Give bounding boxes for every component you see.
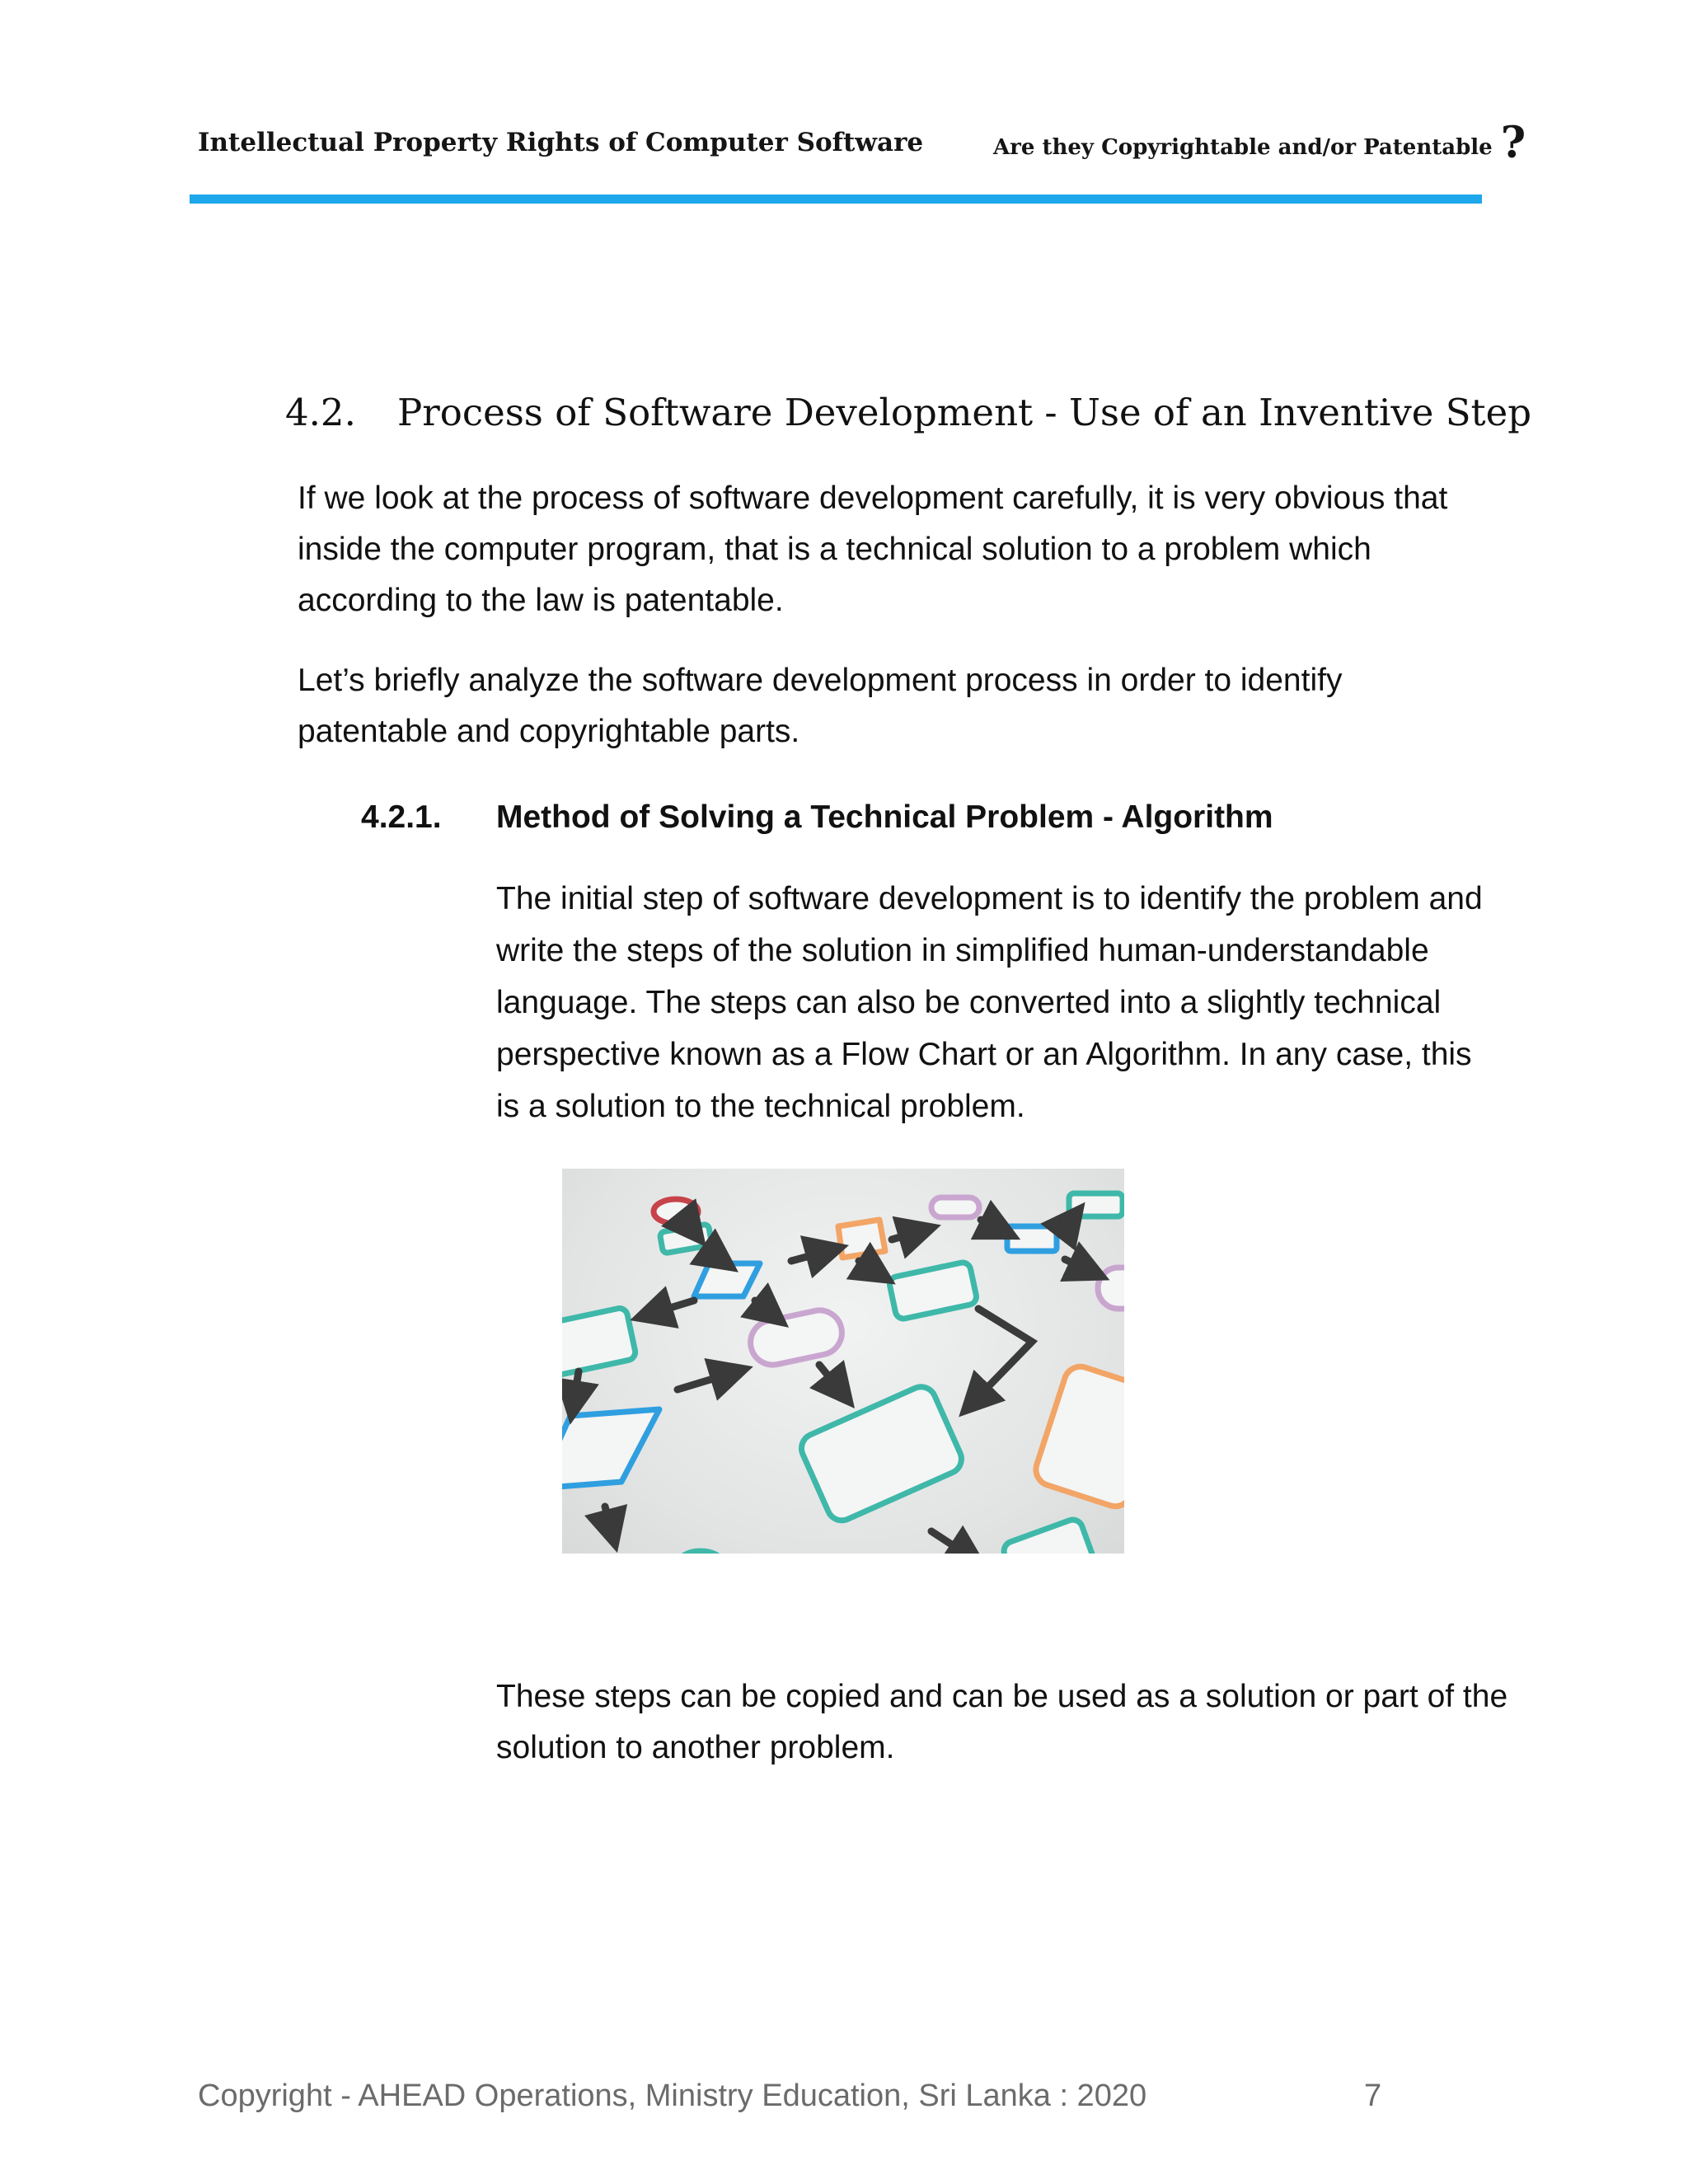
process-node-shape bbox=[797, 1382, 966, 1525]
flow-arrow bbox=[651, 1301, 694, 1314]
after-figure-paragraph: These steps can be copied and can be used as a solution or part of the solution to another problem. bbox=[496, 1679, 1508, 1765]
io-node-shape bbox=[562, 1409, 659, 1488]
flow-arrow bbox=[974, 1309, 1032, 1401]
footer-copyright: Copyright - AHEAD Operations, Ministry Education, Sri Lanka : 2020 bbox=[198, 2079, 1147, 2113]
io-node-shape bbox=[838, 1220, 885, 1258]
process-node-shape bbox=[1007, 1226, 1057, 1251]
flowchart-illustration bbox=[562, 1169, 1124, 1554]
header-divider bbox=[190, 194, 1482, 204]
flow-arrow bbox=[709, 1251, 720, 1259]
decision-node-shape bbox=[694, 1263, 760, 1296]
subsection-title: Method of Solving a Technical Problem - Algorithm bbox=[496, 799, 1273, 835]
flow-arrow bbox=[819, 1365, 841, 1391]
flow-arrow bbox=[981, 1220, 1001, 1230]
flow-arrow bbox=[1065, 1259, 1090, 1271]
terminal-node-shape bbox=[747, 1306, 846, 1369]
header-title: Intellectual Property Rights of Computer Software bbox=[198, 128, 924, 157]
flow-arrow bbox=[574, 1371, 579, 1403]
flow-arrow bbox=[892, 1231, 920, 1240]
flow-arrow bbox=[686, 1221, 692, 1230]
header-subtitle bbox=[993, 118, 1526, 168]
page-number: 7 bbox=[1364, 2079, 1382, 2113]
section-paragraph-2: Let’s briefly analyze the software development process in order to identify patentable and copyrightable parts. bbox=[298, 663, 1343, 749]
section-number: 4.2. bbox=[285, 391, 356, 434]
process-node-shape bbox=[659, 1224, 712, 1254]
flow-arrow bbox=[791, 1251, 828, 1261]
process-node-shape bbox=[889, 1261, 978, 1320]
flow-arrow bbox=[755, 1301, 771, 1314]
header-subtitle-text: Are they Copyrightable and/or Patentable bbox=[993, 135, 1493, 160]
terminal-node-shape bbox=[931, 1197, 979, 1217]
flow-arrow bbox=[931, 1531, 969, 1554]
question-mark: ? bbox=[1500, 118, 1526, 168]
process-node-shape bbox=[679, 1551, 722, 1554]
flow-arrow bbox=[605, 1507, 612, 1531]
subsection-paragraph: The initial step of software development is to identify the problem and write the steps of the solution in simplified human-understandable language. The steps can also be converted into a slightly technical perspective known as a Flow Chart or an Algorithm. In any case, this is a solution to the technical problem. bbox=[496, 881, 1483, 1124]
process-node-shape bbox=[1032, 1362, 1124, 1511]
flow-arrow bbox=[1060, 1220, 1071, 1235]
flow-arrow bbox=[678, 1373, 732, 1390]
section-paragraph-1: If we look at the process of software development carefully, it is very obvious that inside the computer program, that is a technical solution to a problem which according to the law is patentable. bbox=[298, 480, 1448, 618]
subsection-number: 4.2.1. bbox=[361, 799, 442, 835]
flow-arrow bbox=[859, 1261, 877, 1272]
start-node-shape bbox=[654, 1199, 698, 1224]
process-node-shape bbox=[562, 1307, 636, 1376]
process-node-shape bbox=[1069, 1193, 1123, 1216]
section-title: Process of Software Development - Use of an Inventive Step bbox=[397, 391, 1532, 434]
process-node-shape bbox=[1001, 1517, 1095, 1554]
terminal-node-shape bbox=[1098, 1268, 1124, 1309]
